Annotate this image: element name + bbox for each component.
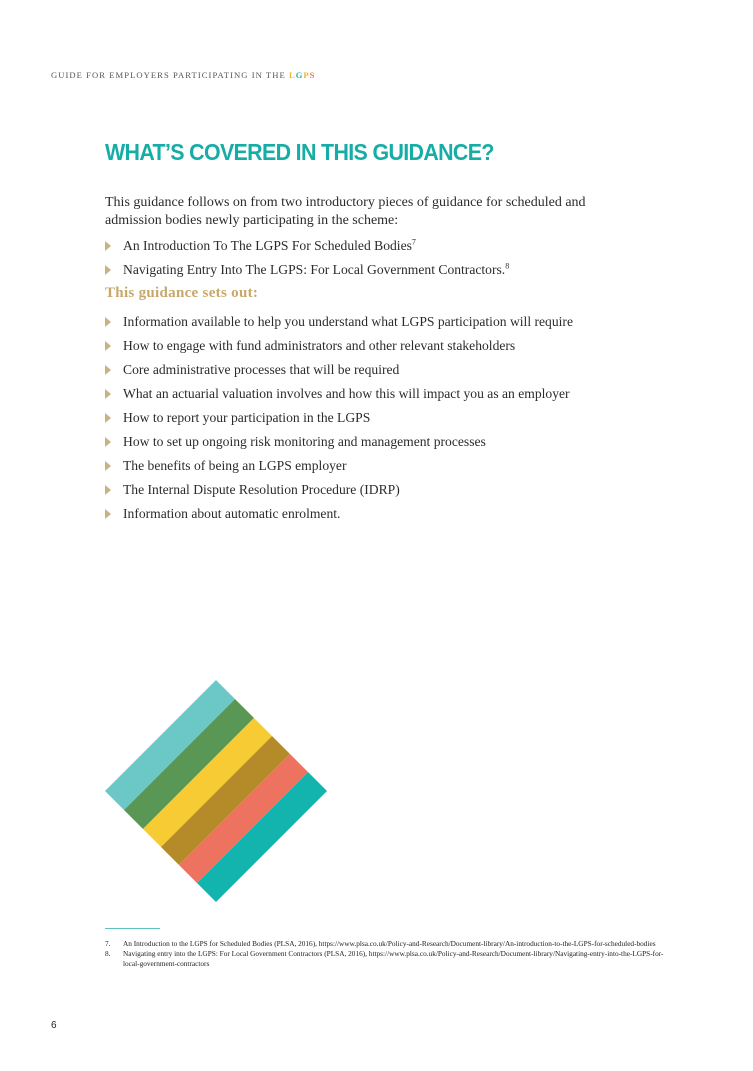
brand-letter: S — [309, 70, 316, 80]
footnote-number: 7. — [105, 939, 111, 948]
footnote-ref: 8 — [505, 261, 510, 271]
list-item-text: Information available to help you understand what LGPS participation will require — [123, 314, 573, 329]
list-item-text: What an actuarial valuation involves and how this will impact you as an employer — [123, 386, 570, 401]
intro-paragraph: This guidance follows on from two introductory pieces of guidance for scheduled and admission bodies newly participating in the scheme: — [105, 195, 586, 228]
list-item-text: Information about automatic enrolment. — [123, 506, 341, 521]
brand-letter: G — [295, 70, 304, 80]
footnote — [105, 939, 665, 948]
running-header-text: GUIDE FOR EMPLOYERS PARTICIPATING IN THE — [51, 70, 286, 80]
footnote-number: 8. — [105, 949, 111, 959]
brand-letter: P — [303, 70, 310, 80]
section-subheading: This guidance sets out: — [105, 285, 259, 301]
footnote — [105, 949, 665, 968]
list-item-text: Navigating Entry Into The LGPS: For Local Government Contractors. — [123, 262, 506, 277]
footnote-ref: 7 — [411, 237, 416, 247]
footnote-text: An Introduction to the LGPS for Scheduled Bodies (PLSA, 2016), https://www.plsa.co.uk/Policy-and-Research/Document-library/An-introduction-to-the-LGPS-for-scheduled-bodies — [123, 939, 656, 948]
list-item-text: How to engage with fund administrators and other relevant stakeholders — [123, 338, 516, 353]
list-item-text: The benefits of being an LGPS employer — [123, 458, 347, 473]
brand-letter: L — [289, 70, 296, 80]
page-title: WHAT’S COVERED IN THIS GUIDANCE? — [105, 139, 494, 165]
list-item-text: An Introduction To The LGPS For Scheduled Bodies — [123, 238, 412, 253]
list-item-text: Core administrative processes that will be required — [123, 362, 400, 377]
page-number: 6 — [51, 1020, 57, 1031]
list-item-text: How to set up ongoing risk monitoring and management processes — [123, 434, 486, 449]
footnotes — [105, 939, 665, 969]
list-item-text: How to report your participation in the LGPS — [123, 410, 371, 425]
footnote-rule — [105, 928, 160, 929]
list-item-text: The Internal Dispute Resolution Procedure (IDRP) — [123, 482, 400, 497]
footnote-text: Navigating entry into the LGPS: For Local Government Contractors (PLSA, 2016), https://www.plsa.co.uk/Policy-and-Research/Document-library/Navigating-entry-into-the-LGPS-for-local-government-contractors — [123, 949, 664, 968]
